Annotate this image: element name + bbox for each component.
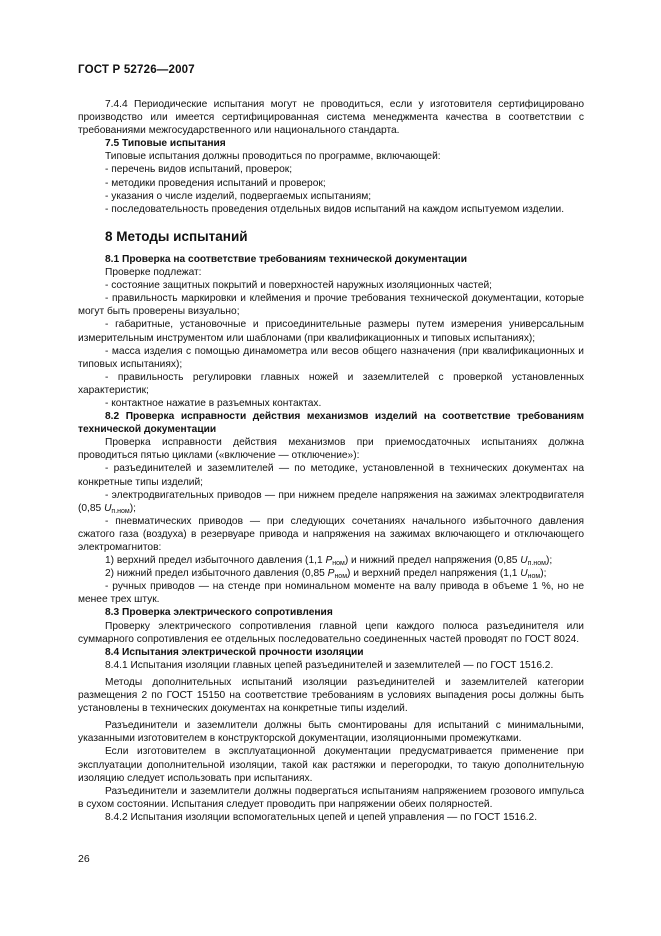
list-item-text: ) и нижний предел напряжения (0,85 <box>344 555 521 567</box>
list-item: - габаритные, установочные и присоединительные размеры путем измерения универсальным измерительным инструментом или шаблонами (при квалификационных и типовых испытаниях); <box>78 319 584 344</box>
list-item: - контактное нажатие в разъемных контактах. <box>105 397 322 409</box>
symbol-u: U <box>104 502 112 514</box>
list-item-text: - электродвигательных приводов — при нижнем пределе напряжения на зажимах электродвигателя (0,85 <box>78 489 584 514</box>
symbol-u: U <box>520 555 528 567</box>
section-heading-8-4: 8.4 Испытания электрической прочности изоляции <box>105 646 364 658</box>
section-heading-8-3: 8.3 Проверка электрического сопротивления <box>105 607 333 619</box>
list-item: - разъединителей и заземлителей — по методике, установленной в технических документах на конкретные типы изделий; <box>78 463 584 488</box>
paragraph-8-4-1: 8.4.1 Испытания изоляции главных цепей разъединителей и заземлителей — по ГОСТ 1516.2. <box>105 659 554 671</box>
document-body <box>78 98 584 824</box>
list-item <box>78 567 584 580</box>
list-item: - методики проведения испытаний и проверок; <box>105 177 326 189</box>
list-item-text: 1) верхний предел избыточного давления (1,1 <box>105 555 326 567</box>
list-item: - пневматических приводов — при следующих сочетаниях начального избыточного давления сжатого газа (воздуха) в резервуаре привода и напряжения на зажимах включающего и отключающего электромагнитов: <box>78 515 584 553</box>
subscript-nom: ном <box>527 573 541 581</box>
subscript-pnom: п.ном <box>111 507 130 515</box>
section-heading-8-1: 8.1 Проверка на соответствие требованиям технической документации <box>105 253 467 265</box>
section-heading-8-2: 8.2 Проверка исправности действия механизмов изделий на соответствие требованиям технической документации <box>78 411 584 436</box>
list-item: - перечень видов испытаний, проверок; <box>105 164 293 176</box>
paragraph: Разъединители и заземлители должны подвергаться испытаниям напряжением грозового импульса в сухом состоянии. Испытания следует проводить при напряжении обеих полярностей. <box>78 785 584 810</box>
list-item: - указания о числе изделий, подвергаемых испытаниям; <box>105 190 372 202</box>
list-item: - состояние защитных покрытий и поверхностей наружных изоляционных частей; <box>105 280 493 292</box>
subscript-nom: ном <box>332 560 345 568</box>
list-item: - правильность регулировки главных ножей и заземлителей с проверкой установленных характеристик; <box>78 371 584 396</box>
subscript-pnom: п.ном <box>527 560 546 568</box>
list-item: - ручных приводов — на стенде при номинальном моменте на валу привода в объеме 1 %, но не менее трех штук. <box>78 581 584 606</box>
list-item-text: 2) нижний предел избыточного давления (0,85 <box>105 568 328 580</box>
paragraph: Методы дополнительных испытаний изоляции разъединителей и заземлителей категории размещения 2 по ГОСТ 15150 на соответствие требованиям в условиях выпадения росы должны быть установлены в технических документах на конкретные типы изделий. <box>78 676 584 715</box>
page-number: 26 <box>78 853 90 865</box>
document-header: ГОСТ Р 52726—2007 <box>78 64 195 76</box>
list-item: - последовательность проведения отдельных видов испытаний на каждом испытуемом изделии. <box>105 203 565 215</box>
list-item-text: ); <box>540 568 547 580</box>
paragraph-8-1-intro: Проверке подлежат: <box>105 267 202 279</box>
paragraph-8-2-intro: Проверка исправности действия механизмов при приемосдаточных испытаниях должна проводиться пятью циклами («включение — отключение»): <box>78 437 584 462</box>
paragraph-8-3: Проверку электрического сопротивления главной цепи каждого полюса разъединителя или суммарного сопротивления ее отдельных последовательно соединенных частей проводят по ГОСТ 8024. <box>78 620 584 645</box>
subscript-nom: ном <box>334 573 348 581</box>
paragraph-8-4-2: 8.4.2 Испытания изоляции вспомогательных цепей и цепей управления — по ГОСТ 1516.2. <box>105 811 538 823</box>
symbol-p: P <box>325 555 333 567</box>
list-item <box>78 554 584 567</box>
list-item: - правильность маркировки и клеймения и прочие требования технической документации, которые могут быть проверены визуально; <box>78 293 584 318</box>
symbol-p: P <box>327 568 335 580</box>
paragraph: Если изготовителем в эксплуатационной документации предусматривается применение при эксплуатации дополнительной изоляции, такой как растяжки и перегородки, то такую дополнительную изоляцию следует использовать при испытаниях. <box>78 746 584 784</box>
list-item: - масса изделия с помощью динамометра или весов общего назначения (при квалификационных и типовых испытаниях); <box>78 345 584 370</box>
list-item <box>78 489 584 515</box>
list-item-text: ); <box>545 555 553 567</box>
symbol-u: U <box>520 568 528 580</box>
paragraph-7-5-intro: Типовые испытания должны проводиться по программе, включающей: <box>105 151 441 163</box>
paragraph-7-4-4: 7.4.4 Периодические испытания могут не проводиться, если у изготовителя сертифицировано производство или имеется сертифицированная система менеджмента качества в соответствии с требованиями межгосударственного или национального стандарта. <box>78 99 584 137</box>
paragraph: Разъединители и заземлители должны быть смонтированы для испытаний с минимальными, указанными изготовителем в конструкторской документации, изоляционными промежутками. <box>78 720 584 745</box>
section-heading-7-5: 7.5 Типовые испытания <box>105 138 226 150</box>
section-heading-8: 8 Методы испытаний <box>105 228 248 244</box>
list-item-text: ) и верхний предел напряжения (1,1 <box>347 568 521 580</box>
list-item-text: ); <box>129 502 136 514</box>
